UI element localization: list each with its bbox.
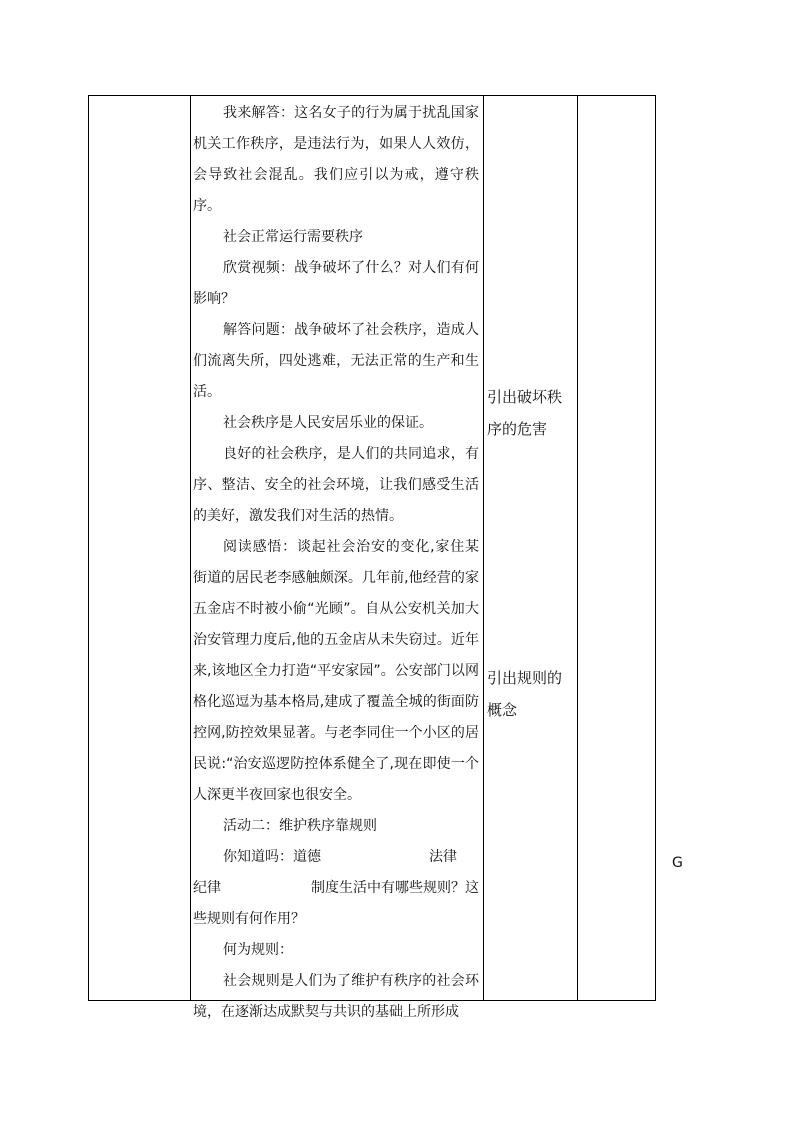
what-are-rules-heading: 何为规则： <box>223 942 293 958</box>
rules-question-end: 制度生活中有哪些规则？这些规则有何作用？ <box>193 880 479 927</box>
order-guarantee-statement: 社会秩序是人民安居乐业的保证。 <box>223 415 433 431</box>
good-order-paragraph: 良好的社会秩序，是人们的共同追求，有序、整洁、安全的社会环境，让我们感受生活的美好，激发我们对生活的热情。 <box>193 446 479 524</box>
column-mark: G <box>672 855 683 871</box>
design-intent-note-1: 引出破坏秩序的危害 <box>487 388 563 438</box>
column-divider-1 <box>190 96 191 1000</box>
rules-law: 法律 <box>429 849 457 865</box>
social-rules-paragraph: 社会规则是人们为了维护有秩序的社会环境，在逐渐达成默契与共识的基础上所形成 <box>193 973 479 1020</box>
video-question: 欣赏视频：战争破坏了什么？对人们有何影响？ <box>193 260 479 307</box>
rules-question-start: 你知道吗：道德 <box>223 849 321 865</box>
answer-question-paragraph: 解答问题：战争破坏了社会秩序，造成人们流离失所，四处逃难，无法正常的生产和生活。 <box>193 322 479 400</box>
rules-question-paragraph <box>193 842 479 935</box>
answer-paragraph: 我来解答：这名女子的行为属于扰乱国家机关工作秩序，是违法行为，如果人人效仿，会导致社会混乱。我们应引以为戒，遵守秩序。 <box>193 105 479 214</box>
rules-discipline: 纪律 <box>193 880 221 896</box>
column-divider-2 <box>483 96 484 1000</box>
reading-reflection-paragraph: 阅读感悟：谈起社会治安的变化,家住某街道的居民老李感触颇深。几年前,他经营的家五金店不时被小偷“光顾”。自从公安机关加大治安管理力度后,他的五金店从未失窃过。近年来,该地区全力打造“平安家园”。公安部门以网格化巡逗为基本格局,建成了覆盖全城的街面防控网,防控效果显著。与老李同住一个小区的居民说:“治安巡逻防控体系健全了,现在即使一个人深更半夜回家也很安全。 <box>193 539 479 803</box>
column-divider-3 <box>577 96 578 1000</box>
design-intent-note-2: 引出规则的概念 <box>487 669 563 719</box>
lesson-table <box>88 95 683 1020</box>
activity-two-heading: 活动二：维护秩序靠规则 <box>223 818 377 834</box>
section-heading-order: 社会正常运行需要秩序 <box>223 229 363 245</box>
teaching-content-cell <box>193 98 479 1020</box>
